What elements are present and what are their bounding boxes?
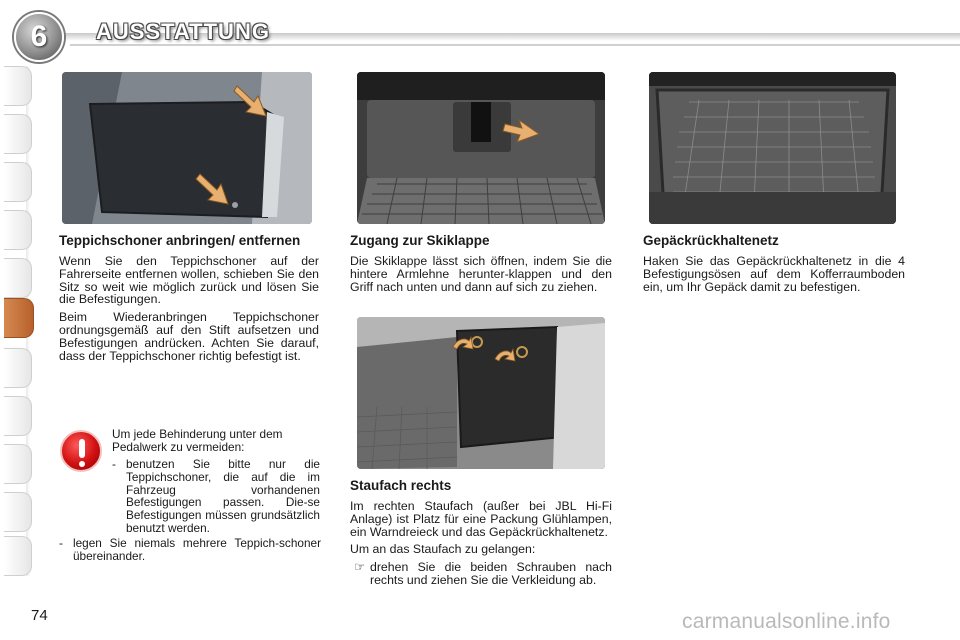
warning-item-1-text: benutzen Sie bitte nur die Teppichschoner, die auf die im Fahrzeug vorhandenen Befestigungen passen. Die-se Befestigungen müssen grundsätzlich benutzt werden. [126,457,320,535]
warning-item-1 [112,458,320,535]
chapter-tab-2[interactable] [4,114,32,154]
chapter-tab-5[interactable] [4,258,32,298]
page-number: 74 [31,607,48,624]
chapter-tab-8[interactable] [4,396,32,436]
chapter-tab-1[interactable] [4,66,32,106]
section-right-compartment-bullet [350,561,612,587]
section-floor-mat [59,233,319,367]
luggage-net-photo [649,72,896,224]
section-right-compartment-para-2: Um an das Staufach zu gelangen: [350,542,536,557]
warning-item-2-text: legen Sie niemals mehrere Teppich-schoner übereinander. [73,536,321,563]
storage-compartment-photo [357,317,605,469]
chapter-title: AUSSTATTUNG [96,19,270,44]
section-luggage-net [643,233,905,298]
chapter-tab-7[interactable] [4,348,32,388]
section-luggage-net-para-1: Haken Sie das Gepäckrückhaltenetz in die 4 Befestigungsösen auf dem Kofferraumboden ein, um Ihr Gepäck damit zu befestigen. [643,254,905,294]
warning-intro: Um jede Behinderung unter dem Pedalwerk zu vermeiden: [112,427,283,454]
chapter-number-badge: 6 [14,12,64,62]
chapter-tab-6-active[interactable] [4,298,34,338]
chapter-tab-9[interactable] [4,444,32,484]
chapter-tab-11[interactable] [4,536,32,576]
section-floor-mat-title: Teppichschoner anbringen/ entfernen [59,233,301,248]
section-right-compartment-para-1: Im rechten Staufach (außer bei JBL Hi-Fi Anlage) ist Platz für eine Packung Glühlampen, ein Warndreieck und das Gepäckrückhaltenetz. [350,499,612,539]
chapter-header [0,0,960,56]
bullet-text: drehen Sie die beiden Schrauben nach rechts und ziehen Sie die Verkleidung ab. [370,560,612,587]
section-ski-hatch-title: Zugang zur Skiklappe [350,233,490,248]
section-right-compartment [350,478,612,587]
section-floor-mat-para-2: Beim Wiederanbringen Teppichschoner ordnungsgemäß auf den Stift aufsetzen und Befestigungen andrücken. Achten Sie darauf, dass der Teppichschoner richtig befestigt ist. [59,310,319,363]
chapter-tab-10[interactable] [4,492,32,532]
ski-hatch-photo [357,72,605,224]
section-ski-hatch [350,233,612,298]
chapter-tab-4[interactable] [4,210,32,250]
pointing-hand-icon: ☞ [354,560,366,575]
floor-mat-photo [62,72,312,224]
chapter-tab-strip [0,66,34,576]
section-luggage-net-title: Gepäckrückhaltenetz [643,233,779,248]
warning-dash: - [112,457,116,471]
exclamation-icon [60,430,102,472]
section-floor-mat-para-1: Wenn Sie den Teppichschoner auf der Fahrerseite entfernen wollen, schieben Sie den Sitz so weit wie möglich zurück und lösen Sie die Befestigungen. [59,254,319,307]
warning-dash: - [59,536,63,550]
chapter-tab-3[interactable] [4,162,32,202]
watermark: carmanualsonline.info [682,610,891,633]
warning-item-2 [59,537,321,563]
section-right-compartment-title: Staufach rechts [350,478,452,493]
section-ski-hatch-para-1: Die Skiklappe lässt sich öffnen, indem Sie die hintere Armlehne herunter-klappen und den Griff nach unten und dann auf sich zu ziehen. [350,254,612,294]
